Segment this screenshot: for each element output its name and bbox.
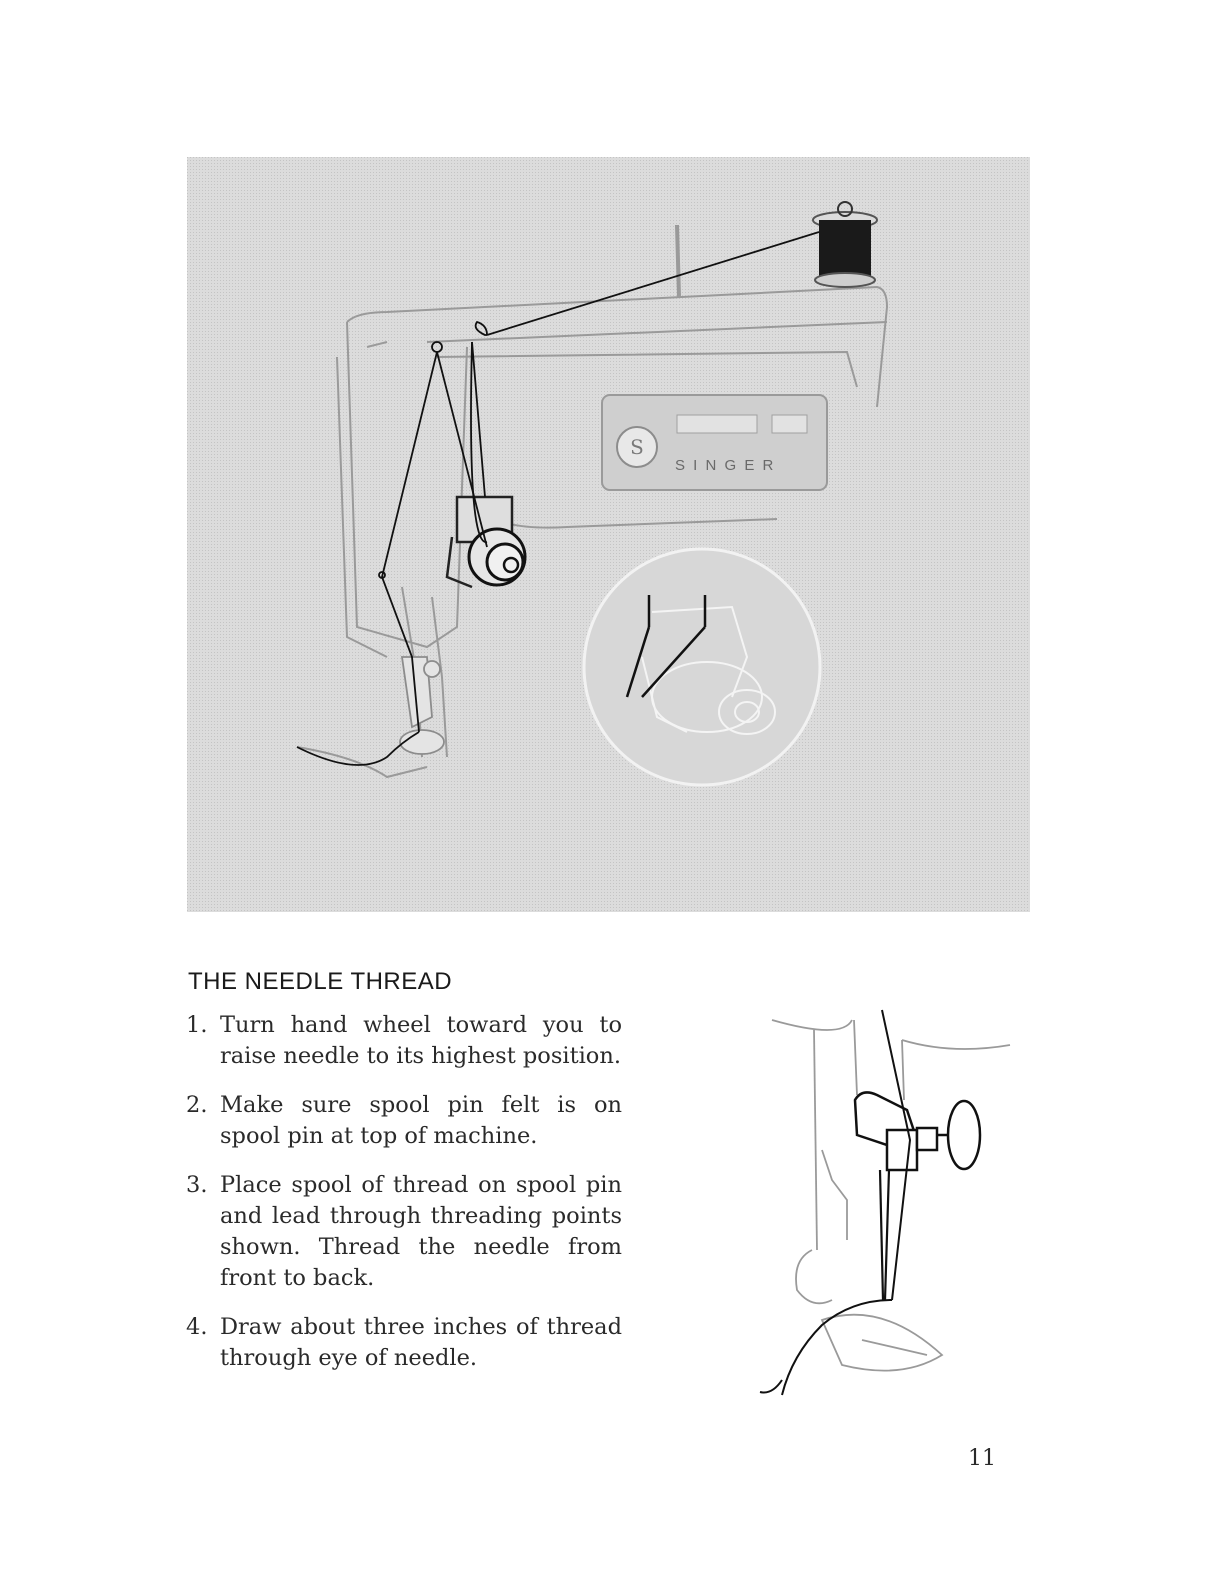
thumbscrew-icon: [948, 1101, 980, 1169]
inset-detail-circle: [584, 549, 820, 785]
needle-bar-outline: [772, 1020, 1010, 1371]
figure-background: [187, 157, 1030, 912]
page-number: 11: [968, 1446, 996, 1471]
step-number: 3.: [186, 1172, 208, 1198]
threading-illustration: [187, 157, 1030, 912]
step-number: 1.: [186, 1012, 208, 1038]
step-text: Turn hand wheel toward you to raise needle to its highest position.: [220, 1012, 622, 1069]
step-text: Make sure spool pin felt is on spool pin at top of machine.: [220, 1092, 622, 1149]
needle: [880, 1170, 889, 1300]
list-item: [186, 1090, 622, 1152]
step-text: Draw about three inches of thread through eye of needle.: [220, 1314, 622, 1371]
list-item: [186, 1312, 622, 1374]
step-text: Place spool of thread on spool pin and lead through threading points shown. Thread the needle from front to back.: [220, 1172, 622, 1291]
list-item: [186, 1170, 622, 1294]
singer-nameplate: [602, 395, 827, 490]
section-title: THE NEEDLE THREAD: [188, 968, 453, 995]
step-number: 2.: [186, 1092, 208, 1118]
instruction-steps: [186, 1010, 622, 1392]
needle-detail-illustration: [752, 1000, 1016, 1400]
needle-clamp: [855, 1092, 980, 1170]
logo-letter: S: [630, 435, 644, 459]
list-item: [186, 1010, 622, 1072]
step-number: 4.: [186, 1314, 208, 1340]
singer-brand-label: S I N G E R: [675, 457, 776, 474]
